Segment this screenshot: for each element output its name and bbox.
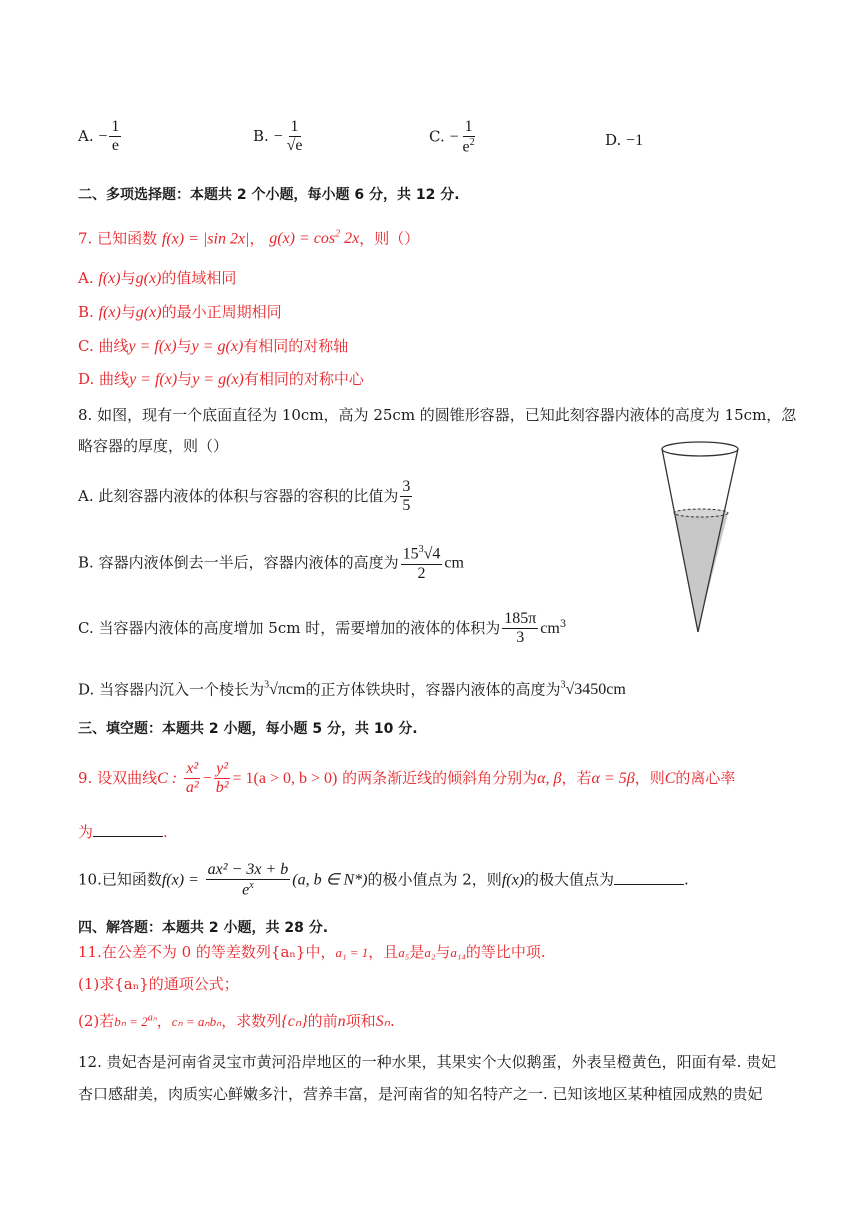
liquid-surface [674, 509, 728, 517]
q6-option-c: C. − $\frac{1}{e^2}$ [429, 118, 475, 156]
q8-option-b: B. 容器内液体倒去一半后，容器内液体的高度为 $\frac{15^3√4}{2}$ cm [78, 544, 464, 582]
fraction: $\frac{185\pi}{3}$ [504, 610, 537, 647]
q7-option-b: B. f(x)与g(x)的最小正周期相同 [78, 303, 282, 321]
q8-option-d: D. 当容器内沉入一个棱长为$^3$√πcm的正方体铁块时，容器内液体的高度为$^3$√3450cm [78, 680, 626, 699]
q6-option-a: A. − $\frac{1}{e}$ [78, 118, 120, 155]
fraction: $\frac{15^3√4}{2}$ [402, 544, 441, 582]
section2-header: 二、多项选择题：本题共 2 个小题，每小题 6 分，共 12 分. [78, 187, 460, 203]
q12-line1: 12. 贵妃杏是河南省灵宝市黄河沿岸地区的一种水果，其果实个大似鹅蛋，外表呈橙黄色，阳面有晕. 贵妃 [78, 1053, 777, 1071]
q11-part2: (2)若$b_n = 2^{a_n}$，cₙ = aₙbₙ，求数列{cₙ}的前n项和Sₙ. [78, 1012, 395, 1030]
q6-option-d: D. −1 [605, 131, 644, 149]
cone-container-figure [655, 440, 745, 640]
fraction: $\frac{\text{ax² − 3x + b}}{e^x}$ [207, 861, 289, 899]
answer-blank[interactable] [93, 822, 163, 837]
q7-option-a: A. f(x)与g(x)的值域相同 [78, 269, 237, 287]
fraction: $\frac{1}{e}$ [111, 118, 120, 155]
q8-stem-line2: 略容器的厚度，则（） [78, 437, 229, 455]
cone-rim [662, 442, 738, 456]
q9-stem-line2: 为 . [78, 823, 168, 841]
fraction: $\frac{3}{5}$ [402, 478, 411, 515]
q7-option-c: C. 曲线y = f(x)与y = g(x)有相同的对称轴 [78, 337, 349, 355]
q8-stem-line1: 8. 如图，现有一个底面直径为 10cm，高为 25cm 的圆锥形容器，已知此刻容器内液体的高度为 15cm，忽 [78, 406, 797, 424]
q9-stem-line1: 9. 设双曲线C : $\frac{\text{x²}}{\text{a²}}$ − $\frac{\text{y²}}{\text{b²}}$ = 1(a > 0, b > 0) 的两条渐近线的倾斜角分别为α, β，若α = 5β，则C的离心率 [78, 760, 736, 797]
fraction: $\frac{\text{x²}}{\text{a²}}$ [185, 760, 199, 797]
q7-option-d: D. 曲线y = f(x)与y = g(x)有相同的对称中心 [78, 370, 364, 388]
q8-option-c: C. 当容器内液体的高度增加 5cm 时，需要增加的液体的体积为 $\frac{185\pi}{3}$ $cm^3$ [78, 610, 567, 647]
q7-stem: 7. 已知函数 f(x) = |sin 2x|， $g(x) = \cos^2 2x$，则（） [78, 229, 420, 248]
fraction: $\frac{1}{e^2}$ [462, 118, 475, 156]
q12-line2: 杏口感甜美，肉质实心鲜嫩多汁，营养丰富，是河南省的知名特产之一. 已知该地区某种植园成熟的贵妃 [78, 1085, 763, 1103]
section3-header: 三、填空题：本题共 2 小题，每小题 5 分，共 10 分. [78, 721, 418, 737]
q8-option-a: A. 此刻容器内液体的体积与容器的容积的比值为 $\frac{3}{5}$ [78, 478, 411, 515]
fraction: $\frac{1}{√e}$ [286, 118, 303, 155]
q11-stem: 11.在公差不为 0 的等差数列{aₙ}中，a₁ = 1，且a₅是a₂与a₁₄的等比中项. [78, 943, 546, 961]
section4-header: 四、解答题：本题共 2 小题，共 28 分. [78, 920, 329, 936]
q6-option-b: B. − $\frac{1}{√e}$ [253, 118, 303, 155]
q11-part1: (1)求{aₙ}的通项公式； [78, 975, 239, 993]
answer-blank[interactable] [614, 870, 684, 885]
q10-stem: 10.已知函数f(x) = $\frac{\text{ax² − 3x + b}}{e^x}$ (a, b ∈ N*)的极小值点为 2，则f(x)的极大值点为 . [78, 861, 689, 899]
fraction: $\frac{\text{y²}}{\text{b²}}$ [215, 760, 229, 797]
